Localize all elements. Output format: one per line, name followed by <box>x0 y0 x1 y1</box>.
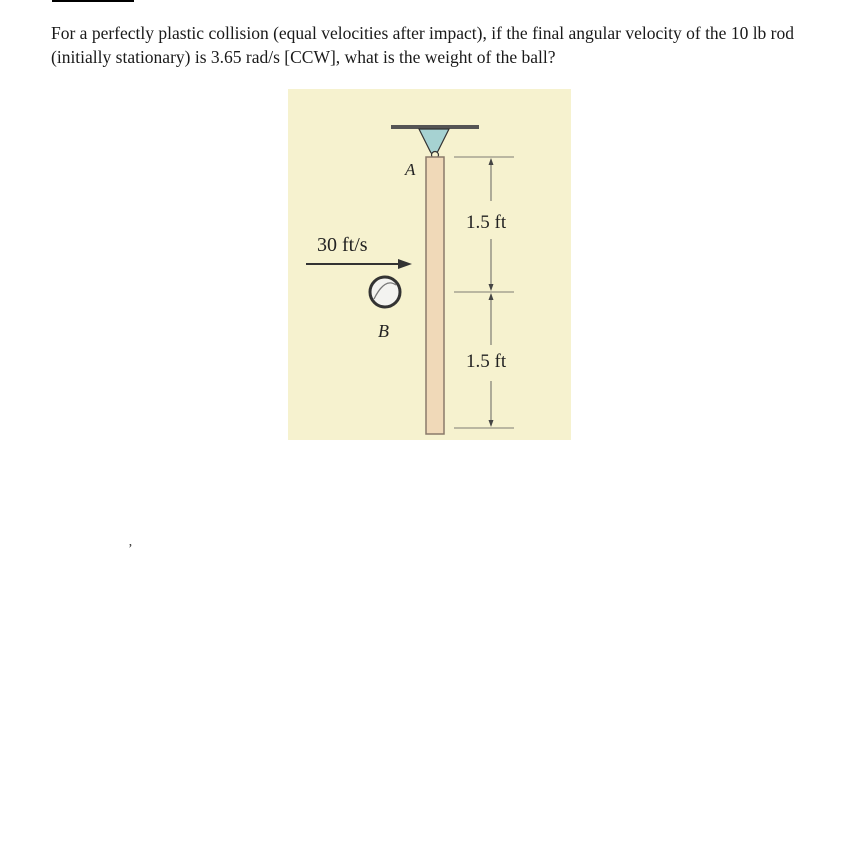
pivot-label: A <box>405 160 416 179</box>
problem-figure <box>288 89 571 440</box>
lower-dimension-label: 1.5 ft <box>466 351 507 372</box>
velocity-label: 30 ft/s <box>317 234 368 256</box>
ball-label: B <box>378 321 389 341</box>
stray-mark: ’ <box>128 542 133 557</box>
question-text: For a perfectly plastic collision (equal velocities after impact), if the final angular velocity of the 10 lb rod (initially stationary) is 3.65 rad/s [CCW], what is the weight of the ball? <box>51 23 795 67</box>
ball <box>370 277 400 307</box>
rod-ball-diagram <box>288 89 571 440</box>
ceiling-plate <box>391 125 479 129</box>
rod <box>426 157 444 434</box>
upper-dimension-label: 1.5 ft <box>466 212 507 233</box>
top-rule <box>52 0 134 2</box>
